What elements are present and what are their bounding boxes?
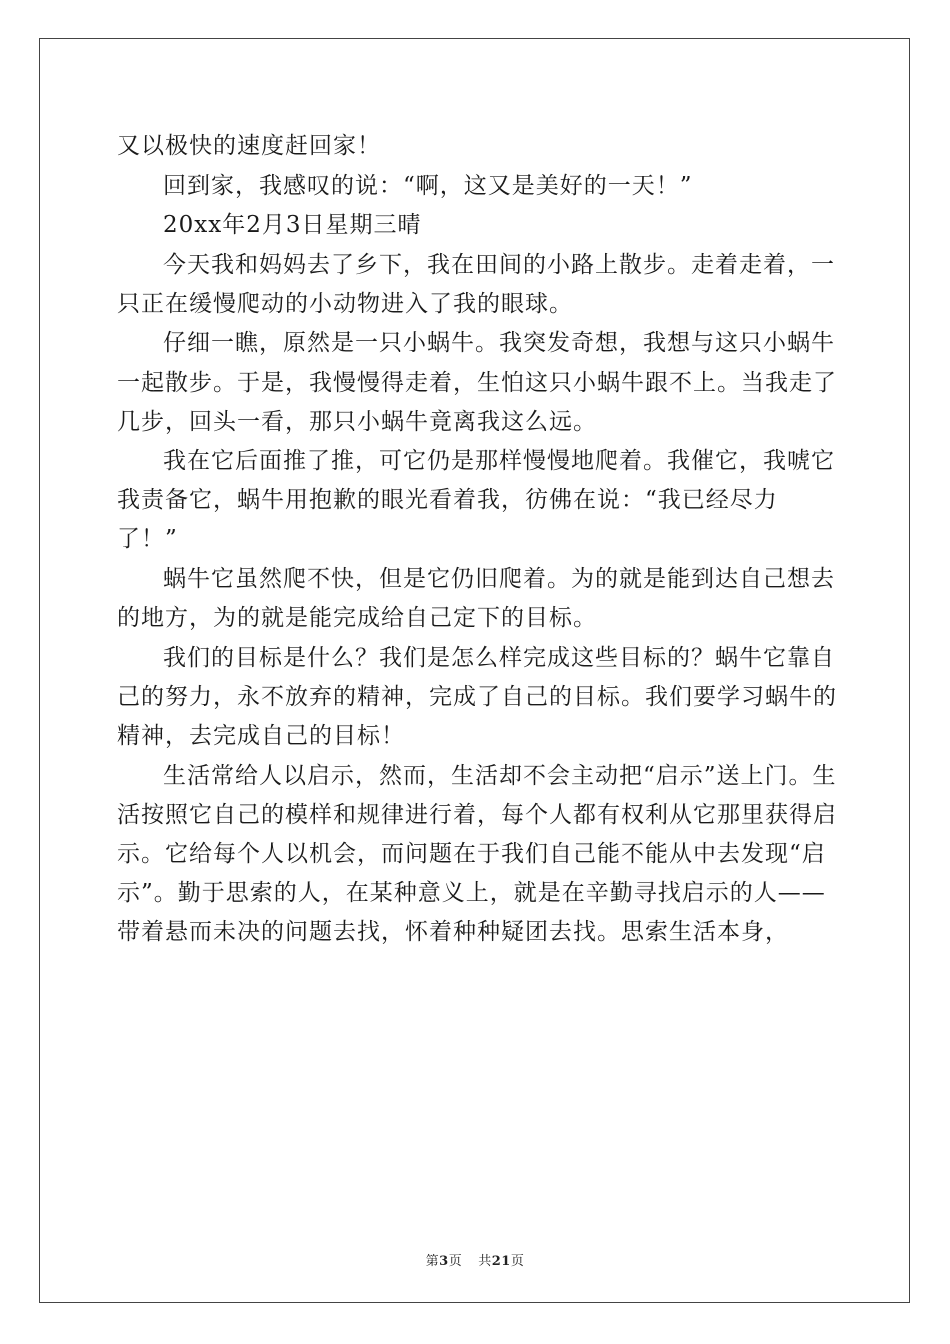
diary-date-line: 20xx年2月3日星期三晴 [163,212,422,239]
total-pages: 21 [491,1254,511,1269]
paragraph: 仔细一瞧，原然是一只小蜗牛。我突发奇想，我想与这只小蜗牛一起散步。于是，我慢慢得走着，生怕这只小蜗牛跟不上。当我走了几步，回头一看，那只小蜗牛竟离我这么远。 [117,330,837,435]
paragraph: 我在它后面推了推，可它仍是那样慢慢地爬着。我催它，我唬它我责备它，蜗牛用抱歉的眼光看着我，彷佛在说：“我已经尽力了！” [117,448,835,553]
page-footer [0,1250,950,1269]
total-suffix: 页 [510,1254,525,1269]
document-body [117,127,837,952]
paragraph: 今天我和妈妈去了乡下，我在田间的小路上散步。走着走着，一只正在缓慢爬动的小动物进入了我的眼球。 [117,251,835,317]
paragraph: 回到家，我感叹的说：“啊，这又是美好的一天！” [163,172,693,199]
page-suffix: 页 [448,1254,463,1269]
paragraph: 生活常给人以启示，然而，生活却不会主动把“启示”送上门。生活按照它自己的模样和规律进行着，每个人都有权利从它那里获得启示。它给每个人以机会，而问题在于我们自己能不能从中去发现“启示”。勤于思索的人，在某种意义上，就是在辛勤寻找启示的人——带着悬而未决的问题去找，怀着种种疑团去找。思索生活本身， [117,762,837,945]
paragraph: 又以极快的速度赶回家！ [117,133,381,159]
page-prefix: 第 [425,1254,440,1269]
total-prefix: 共 [478,1254,492,1269]
page-number: 3 [439,1254,449,1269]
paragraph: 蜗牛它虽然爬不快，但是它仍旧爬着。为的就是能到达自己想去的地方，为的就是能完成给自己定下的目标。 [117,566,835,632]
paragraph: 我们的目标是什么？我们是怎么样完成这些目标的？蜗牛它靠自己的努力，永不放弃的精神，完成了自己的目标。我们要学习蜗牛的精神，去完成自己的目标！ [117,644,837,749]
